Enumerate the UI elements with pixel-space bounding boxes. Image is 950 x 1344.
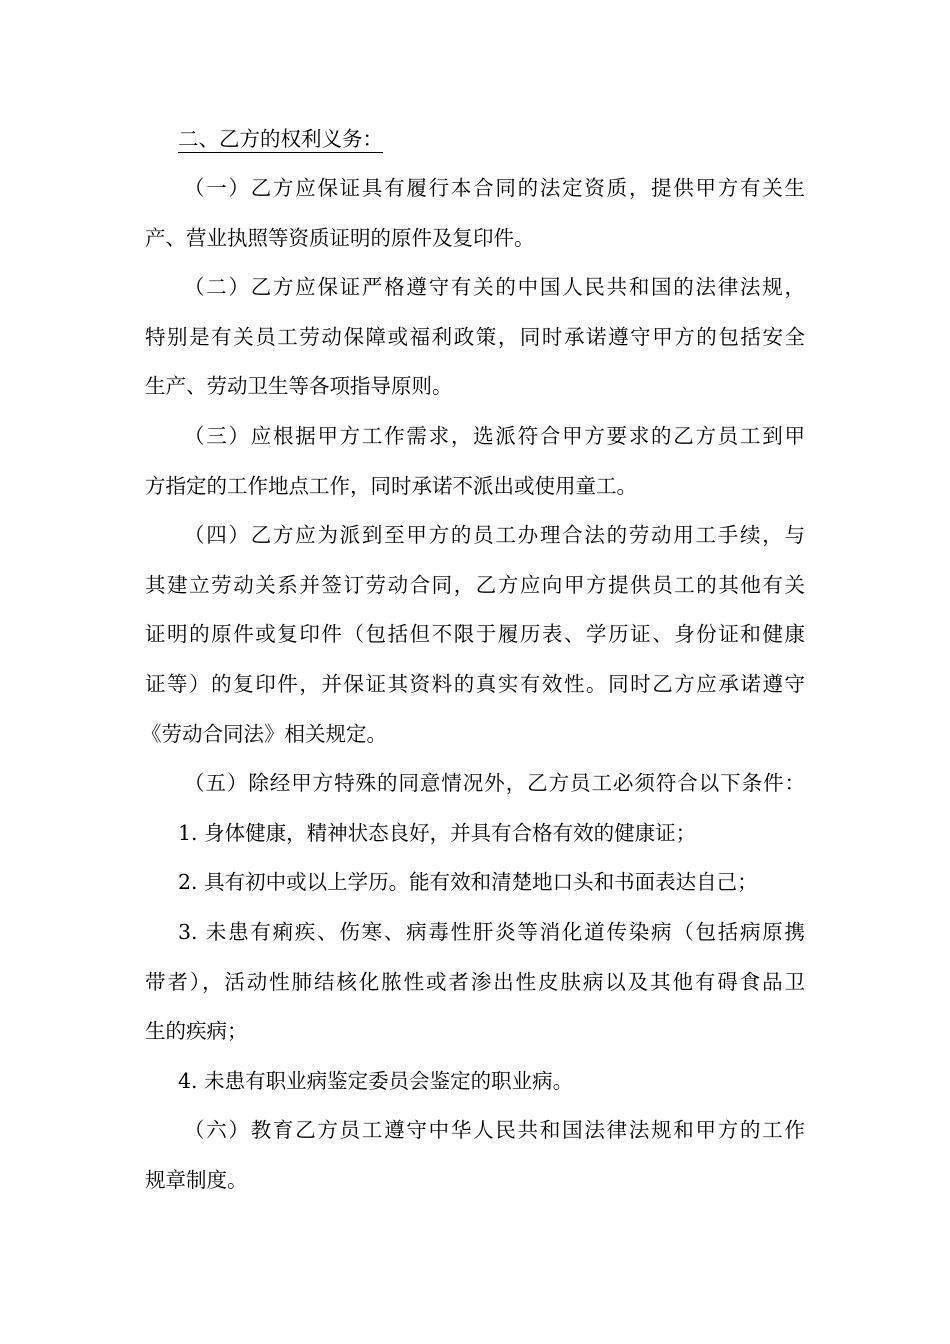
paragraph-line: （三）应根据甲方工作需求，选派符合甲方要求的乙方员工到甲 xyxy=(184,424,805,448)
paragraph-line: 带者），活动性肺结核化脓性或者渗出性皮肤病以及其他有碍食品卫 xyxy=(145,970,805,994)
paragraph-line: 证明的原件或复印件（包括但不限于履历表、学历证、身份证和健康 xyxy=(145,622,805,646)
paragraph-line: （一）乙方应保证具有履行本合同的法定资质，提供甲方有关生 xyxy=(184,176,805,200)
paragraph-line: 《劳动合同法》相关规定。 xyxy=(141,722,387,746)
paragraph-line: 证等）的复印件，并保证其资料的真实有效性。同时乙方应承诺遵守 xyxy=(145,672,805,696)
list-item: 1. 身体健康，精神状态良好，并具有合格有效的健康证； xyxy=(178,821,697,845)
paragraph-line: 特别是有关员工劳动保障或福利政策，同时承诺遵守甲方的包括安全 xyxy=(145,325,805,349)
paragraph-line: （五）除经甲方特殊的同意情况外，乙方员工必须符合以下条件： xyxy=(184,771,805,795)
paragraph-line: （二）乙方应保证严格遵守有关的中国人民共和国的法律法规， xyxy=(184,275,805,299)
paragraph-line: （四）乙方应为派到至甲方的员工办理合法的劳动用工手续，与 xyxy=(184,523,805,547)
list-item: 2. 具有初中或以上学历。能有效和清楚地口头和书面表达自己； xyxy=(178,870,758,894)
section-heading: 二、乙方的权利义务： xyxy=(178,127,383,151)
paragraph-line: 生的疾病； xyxy=(145,1019,248,1043)
list-item: 3. 未患有痢疾、伤寒、病毒性肝炎等消化道传染病（包括病原携 xyxy=(178,920,805,944)
paragraph-line: 生产、劳动卫生等各项指导原则。 xyxy=(145,374,453,398)
paragraph-line: 方指定的工作地点工作，同时承诺不派出或使用童工。 xyxy=(145,474,637,498)
paragraph-line: 规章制度。 xyxy=(145,1168,248,1192)
paragraph-line: 产、营业执照等资质证明的原件及复印件。 xyxy=(145,226,535,250)
paragraph-line: 其建立劳动关系并签订劳动合同，乙方应向甲方提供员工的其他有关 xyxy=(145,573,805,597)
list-item: 4. 未患有职业病鉴定委员会鉴定的职业病。 xyxy=(178,1069,574,1093)
paragraph-line: （六）教育乙方员工遵守中华人民共和国法律法规和甲方的工作 xyxy=(184,1118,805,1142)
